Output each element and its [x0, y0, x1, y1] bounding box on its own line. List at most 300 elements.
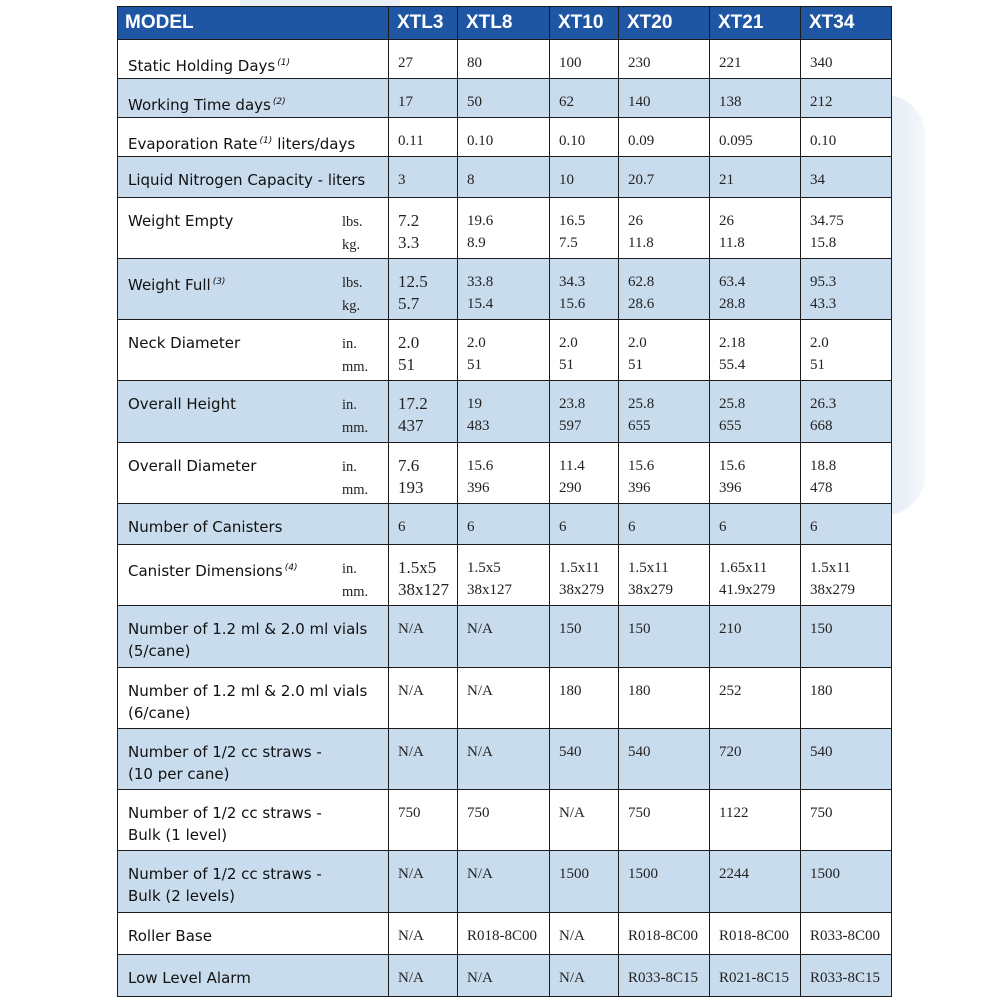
value-primary: 19	[467, 396, 482, 413]
value-primary: 23.8	[559, 396, 586, 413]
value-secondary: 478	[810, 479, 833, 496]
value-secondary: 8.9	[467, 234, 486, 251]
unit-primary: lbs.	[342, 274, 363, 291]
row-label-cell	[118, 442, 389, 503]
table-row	[118, 258, 892, 319]
unit-primary: in.	[342, 397, 357, 414]
row-label-suffix: liters/days	[277, 135, 356, 154]
value-cell	[710, 545, 801, 606]
value-primary: 0.11	[398, 133, 424, 150]
unit-labels	[342, 211, 363, 257]
value-primary: 230	[628, 55, 651, 71]
row-label-text: Overall Height	[128, 395, 236, 414]
value-cell	[710, 258, 801, 319]
row-label-cell	[118, 157, 389, 197]
value-cell	[801, 442, 892, 503]
value-primary: 21	[719, 172, 734, 189]
value-primary: 62.8	[628, 273, 655, 290]
value-cell	[801, 79, 892, 118]
value-primary: 6	[719, 518, 727, 535]
row-label-text: Number of Canisters	[128, 517, 283, 536]
value-cell	[389, 667, 458, 728]
value-cell	[710, 40, 801, 79]
model-header: MODEL	[118, 7, 389, 40]
value-secondary: 3.3	[398, 232, 420, 252]
model-col-header: XTL8	[458, 7, 550, 40]
row-label-text: Low Level Alarm	[128, 968, 251, 987]
value-primary: 25.8	[628, 396, 655, 413]
value-secondary: 655	[628, 418, 651, 435]
row-label-cell	[118, 790, 389, 851]
value-secondary: 38x279	[559, 582, 604, 599]
value-cell	[619, 381, 710, 442]
value-cell	[389, 728, 458, 789]
value-primary: N/A	[398, 743, 424, 760]
value-cell	[801, 503, 892, 544]
unit-primary: in.	[342, 336, 357, 353]
table-row	[118, 442, 892, 503]
value-primary: 140	[628, 94, 651, 111]
value-primary: 1500	[628, 866, 658, 883]
table-row	[118, 728, 892, 789]
value-primary: N/A	[398, 927, 424, 944]
value-secondary: 597	[559, 418, 582, 435]
value-primary: 1.5x5	[398, 558, 437, 578]
value-primary: 2244	[719, 866, 749, 883]
value-cell	[710, 442, 801, 503]
value-cell	[619, 320, 710, 381]
value-primary: 15.6	[467, 457, 494, 474]
table-row	[118, 606, 892, 667]
row-label	[128, 680, 388, 702]
row-label-cell	[118, 503, 389, 544]
row-label-cell	[118, 320, 389, 381]
value-primary: 212	[810, 94, 833, 111]
value-primary: 17.2	[398, 394, 428, 414]
value-primary: 1.5x11	[628, 560, 669, 577]
value-primary: 2.0	[628, 335, 647, 352]
value-primary: R018-8C00	[628, 927, 699, 944]
value-cell	[619, 606, 710, 667]
table-row	[118, 320, 892, 381]
value-primary: N/A	[398, 866, 424, 883]
value-primary: 180	[810, 682, 833, 699]
value-primary: N/A	[398, 682, 424, 699]
value-primary: 17	[398, 94, 413, 111]
value-primary: 33.8	[467, 273, 494, 290]
value-secondary: 290	[559, 479, 582, 496]
value-cell	[619, 954, 710, 996]
value-cell	[458, 545, 550, 606]
value-cell	[458, 790, 550, 851]
row-label-text: Roller Base	[128, 926, 212, 945]
value-cell	[801, 545, 892, 606]
value-primary: R018-8C00	[467, 927, 538, 944]
value-cell	[458, 503, 550, 544]
value-secondary: 193	[398, 477, 424, 497]
row-label-cell	[118, 851, 389, 912]
value-primary: 540	[810, 743, 833, 760]
header-row	[118, 7, 892, 40]
value-cell	[619, 790, 710, 851]
row-label-line2: Bulk (1 level)	[128, 826, 228, 845]
row-label-text: Number of 1/2 cc straws -	[128, 865, 322, 884]
value-primary: 3	[398, 172, 406, 189]
row-label-cell	[118, 79, 389, 118]
model-col-header: XT20	[619, 7, 710, 40]
row-label	[128, 863, 388, 885]
row-label-text: Static Holding Days	[128, 57, 276, 75]
value-primary: 1.5x5	[467, 560, 501, 577]
value-primary: 540	[559, 743, 582, 760]
value-primary: 25.8	[719, 396, 746, 413]
value-primary: 0.095	[719, 133, 753, 150]
value-primary: 7.2	[398, 210, 420, 230]
value-primary: 221	[719, 55, 742, 71]
row-label	[128, 169, 388, 191]
value-primary: 1500	[559, 866, 589, 883]
value-cell	[458, 851, 550, 912]
spec-table	[117, 6, 892, 997]
row-label-cell	[118, 545, 389, 606]
value-cell	[389, 157, 458, 197]
value-cell	[550, 442, 619, 503]
value-secondary: 15.4	[467, 295, 494, 312]
value-cell	[550, 197, 619, 258]
row-label-text: Overall Diameter	[128, 456, 257, 475]
table-row	[118, 197, 892, 258]
model-col-header: XTL3	[389, 7, 458, 40]
value-cell	[389, 790, 458, 851]
value-cell	[458, 728, 550, 789]
value-cell	[710, 197, 801, 258]
value-primary: 180	[559, 682, 582, 699]
table-row	[118, 912, 892, 954]
table-row	[118, 40, 892, 79]
value-cell	[458, 381, 550, 442]
value-secondary: 396	[628, 479, 651, 496]
value-cell	[801, 954, 892, 996]
value-primary: 34.3	[559, 273, 586, 290]
value-cell	[619, 118, 710, 157]
row-label-line2: (5/cane)	[128, 642, 191, 661]
value-cell	[389, 545, 458, 606]
value-primary: N/A	[559, 805, 585, 822]
value-primary: 2.18	[719, 335, 746, 352]
value-primary: 8	[467, 172, 475, 189]
value-primary: 12.5	[398, 271, 428, 291]
footnote-marker: (1)	[277, 58, 290, 68]
value-primary: 2.0	[810, 335, 829, 352]
footnote-marker: (4)	[284, 563, 298, 574]
value-primary: 15.6	[628, 457, 655, 474]
unit-labels	[342, 394, 368, 440]
row-label	[128, 925, 388, 947]
unit-primary: in.	[342, 458, 357, 475]
row-label	[128, 52, 388, 77]
value-cell	[389, 118, 458, 157]
value-cell	[619, 258, 710, 319]
row-label-cell	[118, 606, 389, 667]
model-col-header: XT10	[550, 7, 619, 40]
value-cell	[458, 258, 550, 319]
value-cell	[389, 197, 458, 258]
value-primary: 34	[810, 172, 825, 189]
value-primary: 750	[467, 805, 490, 822]
row-label-text: Number of 1.2 ml & 2.0 ml vials	[128, 681, 368, 700]
value-primary: 6	[559, 518, 567, 535]
value-cell	[458, 606, 550, 667]
value-cell	[550, 503, 619, 544]
row-label	[128, 618, 388, 640]
value-cell	[550, 728, 619, 789]
value-cell	[710, 606, 801, 667]
value-secondary: 483	[467, 418, 490, 435]
row-label-cell	[118, 118, 389, 157]
value-primary: 80	[467, 55, 482, 71]
value-cell	[389, 40, 458, 79]
value-primary: 95.3	[810, 273, 837, 290]
table-row	[118, 954, 892, 996]
value-secondary: 55.4	[719, 357, 746, 374]
value-secondary: 11.8	[628, 234, 654, 251]
value-secondary: 28.6	[628, 295, 655, 312]
row-label-line2: Bulk (2 levels)	[128, 887, 235, 906]
value-secondary: 38x127	[467, 582, 512, 599]
value-cell	[710, 118, 801, 157]
value-cell	[550, 118, 619, 157]
value-cell	[619, 503, 710, 544]
footnote-marker: (2)	[272, 97, 286, 108]
value-cell	[801, 40, 892, 79]
value-primary: R033-8C15	[628, 969, 699, 986]
row-label	[128, 741, 388, 763]
value-primary: 0.09	[628, 133, 655, 150]
value-cell	[619, 728, 710, 789]
value-primary: 150	[628, 621, 651, 638]
value-primary: 138	[719, 94, 742, 111]
unit-secondary: mm.	[342, 420, 369, 437]
value-primary: 2.0	[398, 333, 420, 353]
value-cell	[389, 606, 458, 667]
value-cell	[710, 320, 801, 381]
value-cell	[389, 79, 458, 118]
value-primary: 16.5	[559, 212, 586, 229]
value-cell	[801, 667, 892, 728]
value-primary: 2.0	[467, 335, 486, 352]
unit-secondary: mm.	[342, 584, 369, 601]
row-label-cell	[118, 381, 389, 442]
value-secondary: 396	[719, 479, 742, 496]
value-primary: 150	[810, 621, 833, 638]
value-primary: 1500	[810, 866, 840, 883]
value-cell	[389, 320, 458, 381]
table-row	[118, 381, 892, 442]
value-cell	[619, 157, 710, 197]
value-cell	[550, 79, 619, 118]
value-cell	[458, 954, 550, 996]
row-label-text: Neck Diameter	[128, 334, 241, 353]
value-cell	[710, 912, 801, 954]
value-cell	[619, 667, 710, 728]
row-label-text: Number of 1/2 cc straws -	[128, 742, 322, 761]
value-primary: 34.75	[810, 212, 844, 229]
value-cell	[458, 157, 550, 197]
value-primary: 210	[719, 621, 742, 638]
value-secondary: 51	[467, 357, 482, 374]
value-cell	[550, 381, 619, 442]
value-cell	[710, 503, 801, 544]
row-label-cell	[118, 40, 389, 79]
row-label	[128, 91, 388, 116]
value-primary: N/A	[559, 969, 585, 986]
row-label-cell	[118, 912, 389, 954]
value-secondary: 655	[719, 418, 742, 435]
value-cell	[801, 320, 892, 381]
value-primary: 340	[810, 55, 833, 71]
value-primary: 1.65x11	[719, 560, 768, 577]
value-cell	[619, 197, 710, 258]
row-label-cell	[118, 258, 389, 319]
value-cell	[550, 40, 619, 79]
unit-secondary: mm.	[342, 481, 369, 498]
unit-primary: in.	[342, 561, 357, 578]
value-cell	[458, 40, 550, 79]
value-cell	[801, 197, 892, 258]
value-secondary: 38x279	[628, 582, 673, 599]
value-cell	[550, 258, 619, 319]
table-row	[118, 545, 892, 606]
row-label-text: Evaporation Rate	[128, 135, 258, 154]
unit-labels	[342, 558, 368, 604]
value-primary: 27	[398, 55, 413, 71]
value-secondary: 5.7	[398, 293, 420, 313]
table-row	[118, 790, 892, 851]
value-cell	[801, 790, 892, 851]
value-primary: N/A	[467, 969, 493, 986]
value-cell	[458, 118, 550, 157]
value-primary: 26.3	[810, 396, 837, 413]
value-cell	[458, 197, 550, 258]
value-cell	[801, 258, 892, 319]
row-label-text: Liquid Nitrogen Capacity - liters	[128, 171, 366, 190]
value-primary: 0.10	[810, 133, 837, 150]
value-cell	[389, 851, 458, 912]
value-primary: N/A	[467, 743, 493, 760]
row-label-text: Number of 1.2 ml & 2.0 ml vials	[128, 620, 368, 639]
value-primary: R033-8C00	[810, 927, 881, 944]
value-cell	[389, 258, 458, 319]
value-cell	[801, 157, 892, 197]
value-secondary: 51	[559, 357, 574, 374]
value-primary: N/A	[467, 621, 493, 638]
value-primary: 180	[628, 682, 651, 699]
value-primary: 26	[628, 212, 643, 229]
value-cell	[710, 79, 801, 118]
value-primary: 6	[467, 518, 475, 535]
row-label-text: Canister Dimensions	[128, 562, 283, 581]
value-cell	[801, 118, 892, 157]
value-primary: 62	[559, 94, 574, 111]
unit-secondary: kg.	[342, 297, 361, 314]
unit-labels	[342, 333, 368, 379]
value-primary: 15.6	[719, 457, 746, 474]
unit-primary: lbs.	[342, 213, 363, 230]
value-cell	[550, 912, 619, 954]
value-primary: N/A	[467, 682, 493, 699]
value-cell	[801, 728, 892, 789]
row-label-text: Working Time days	[128, 96, 271, 115]
value-primary: 19.6	[467, 212, 494, 229]
value-primary: 100	[559, 55, 582, 71]
value-secondary: 668	[810, 418, 833, 435]
value-cell	[619, 79, 710, 118]
value-secondary: 7.5	[559, 234, 578, 251]
value-cell	[801, 851, 892, 912]
row-label-line2: (6/cane)	[128, 703, 191, 722]
unit-secondary: mm.	[342, 359, 369, 376]
row-label-cell	[118, 954, 389, 996]
row-label	[128, 802, 388, 824]
row-label-line2: (10 per cane)	[128, 764, 230, 783]
value-primary: N/A	[398, 969, 424, 986]
value-cell	[710, 667, 801, 728]
value-primary: R018-8C00	[719, 927, 790, 944]
value-primary: 252	[719, 682, 742, 699]
value-cell	[619, 442, 710, 503]
value-cell	[710, 790, 801, 851]
unit-secondary: kg.	[342, 236, 361, 253]
value-secondary: 15.6	[559, 295, 586, 312]
value-cell	[550, 606, 619, 667]
value-cell	[710, 954, 801, 996]
value-cell	[550, 545, 619, 606]
value-secondary: 38x127	[398, 580, 449, 600]
value-primary: 50	[467, 94, 482, 111]
value-secondary: 43.3	[810, 295, 837, 312]
table-row	[118, 667, 892, 728]
value-primary: 10	[559, 172, 574, 189]
row-label	[128, 967, 388, 989]
value-cell	[550, 667, 619, 728]
value-cell	[389, 954, 458, 996]
value-secondary: 51	[628, 357, 643, 374]
value-secondary: 41.9x279	[719, 582, 776, 599]
value-cell	[619, 851, 710, 912]
row-label-cell	[118, 728, 389, 789]
footnote-marker: (3)	[212, 276, 226, 287]
value-cell	[619, 40, 710, 79]
row-label-cell	[118, 197, 389, 258]
footnote-marker: (1)	[259, 136, 273, 147]
value-primary: N/A	[559, 927, 585, 944]
row-label-text: Number of 1/2 cc straws -	[128, 804, 322, 823]
value-cell	[389, 442, 458, 503]
value-secondary: 51	[810, 357, 825, 374]
value-primary: 11.4	[559, 457, 585, 474]
value-primary: 1.5x11	[559, 560, 600, 577]
value-cell	[458, 79, 550, 118]
model-col-header: XT34	[801, 7, 892, 40]
table-row	[118, 79, 892, 118]
value-cell	[619, 545, 710, 606]
value-primary: 7.6	[398, 455, 420, 475]
value-cell	[801, 912, 892, 954]
value-secondary: 437	[398, 416, 424, 436]
value-primary: N/A	[467, 866, 493, 883]
value-cell	[801, 606, 892, 667]
row-label	[128, 130, 388, 155]
